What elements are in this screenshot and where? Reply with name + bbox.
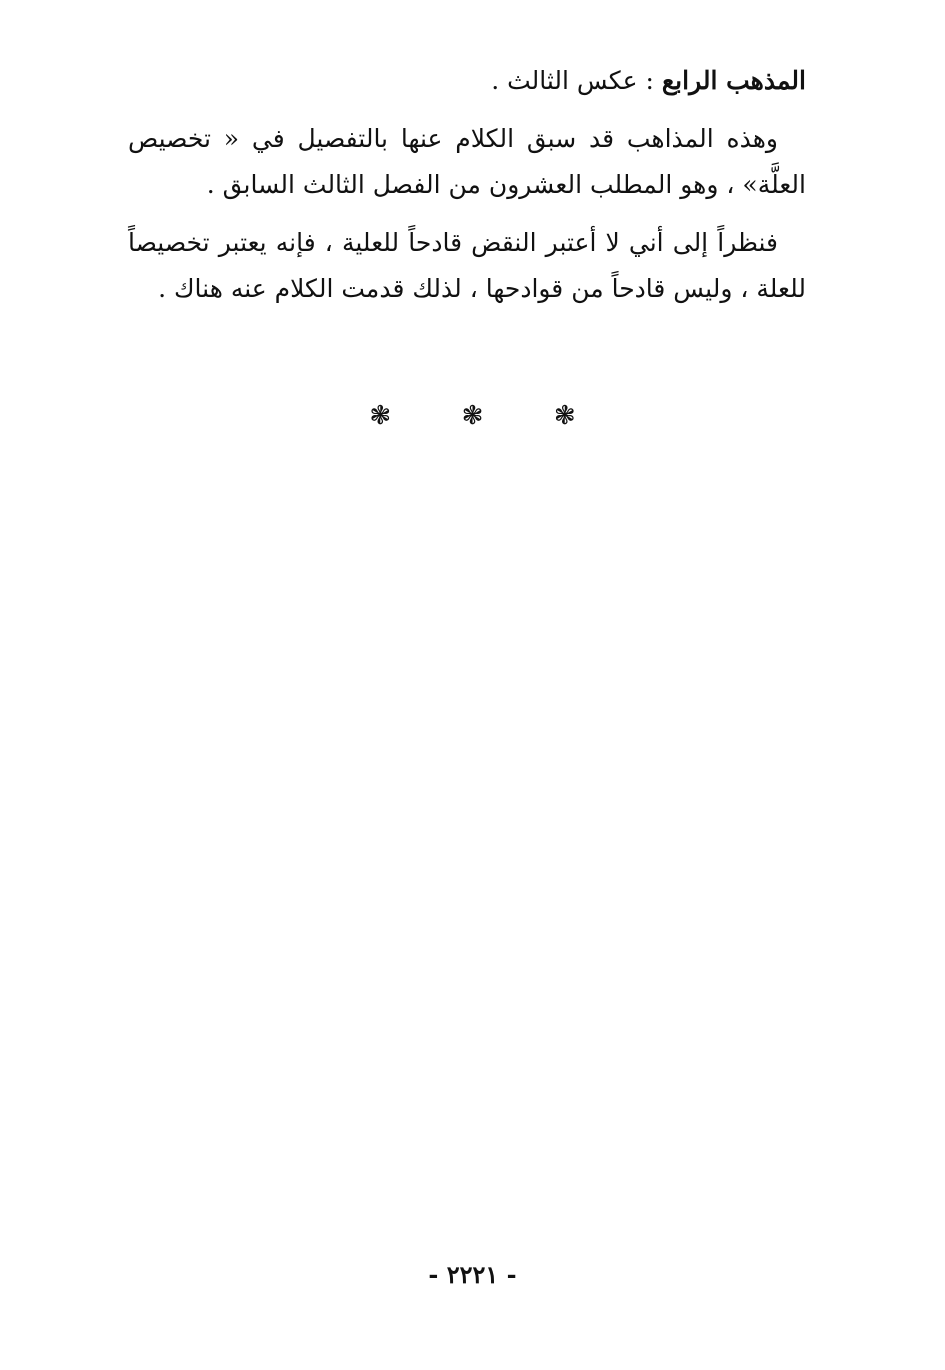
page-number: - ٢٢٢١ - xyxy=(428,1260,517,1289)
separator-star-icon: ❃ xyxy=(461,401,484,431)
paragraph-conclusion: فنظراً إلى أني لا أعتبر النقض قادحاً للعلية ، فإنه يعتبر تخصيصاً للعلة ، وليس قادحاً من قوادحها ، لذلك قدمت الكلام عنه هناك . xyxy=(128,228,806,303)
body-text xyxy=(128,58,806,324)
separator-star-icon: ❃ xyxy=(553,401,576,431)
section-heading-text: : عكس الثالث . xyxy=(491,66,662,95)
section-separator xyxy=(0,396,945,436)
separator-star-icon: ❃ xyxy=(369,401,392,431)
section-heading: المذهب الرابع xyxy=(661,66,806,95)
paragraph-fourth-school xyxy=(128,58,806,104)
paragraph-schools-reference: وهذه المذاهب قد سبق الكلام عنها بالتفصيل في « تخصيص العلَّة» ، وهو المطلب العشرون من الفصل الثالث السابق . xyxy=(128,124,806,199)
